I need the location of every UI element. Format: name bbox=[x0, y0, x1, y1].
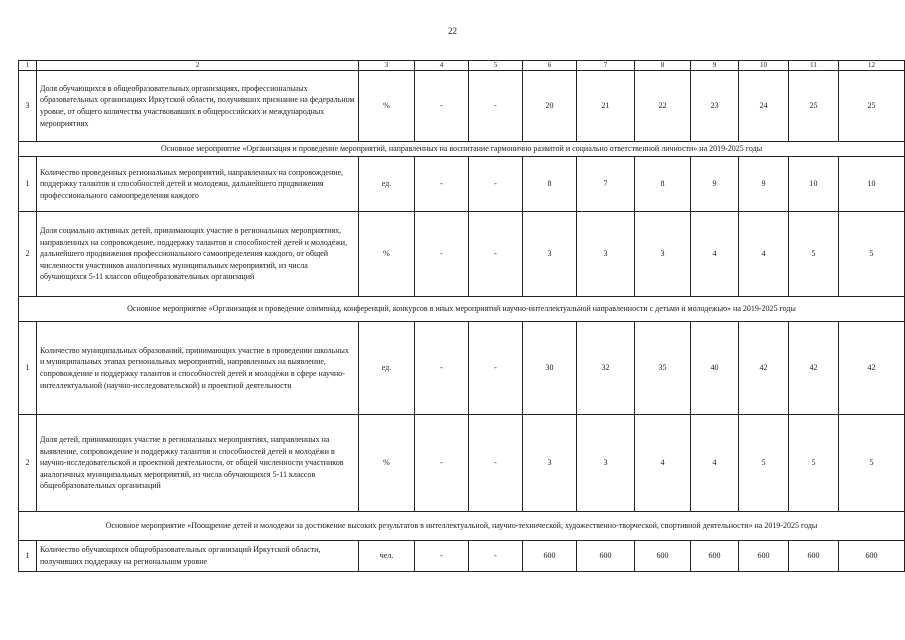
value-cell: 7 bbox=[577, 157, 635, 212]
value-cell: - bbox=[415, 212, 469, 297]
indicators-table bbox=[18, 60, 905, 572]
value-cell: 24 bbox=[739, 71, 789, 142]
header-cell: 4 bbox=[415, 61, 469, 71]
indicator-name: Доля обучающихся в общеобразовательных организациях, профессиональных образовательных организациях Иркутской области, получивших признание на федеральном уровне, от общего количества участвовавших в общероссийских и международных мероприятиях bbox=[37, 71, 359, 142]
row-number: 2 bbox=[19, 415, 37, 512]
value-cell: 20 bbox=[523, 71, 577, 142]
value-cell: 9 bbox=[691, 157, 739, 212]
indicator-name: Количество проведенных региональных мероприятий, направленных на сопровождение, поддержку талантов и способностей детей и молодежи, дальнейшего продвижения профессионального самоопределения каждого bbox=[37, 157, 359, 212]
header-cell: 10 bbox=[739, 61, 789, 71]
header-cell: 9 bbox=[691, 61, 739, 71]
value-cell: 3 bbox=[523, 415, 577, 512]
table-row bbox=[19, 322, 905, 415]
value-cell: - bbox=[415, 322, 469, 415]
indicator-name: Количество обучающихся общеобразовательных организаций Иркутской области, получивших поддержку на региональном уровне bbox=[37, 541, 359, 572]
header-cell: 2 bbox=[37, 61, 359, 71]
value-cell: 600 bbox=[739, 541, 789, 572]
value-cell: - bbox=[469, 541, 523, 572]
unit-cell: % bbox=[359, 212, 415, 297]
value-cell: 5 bbox=[739, 415, 789, 512]
header-cell: 7 bbox=[577, 61, 635, 71]
value-cell: 600 bbox=[691, 541, 739, 572]
header-cell: 1 bbox=[19, 61, 37, 71]
value-cell: 600 bbox=[635, 541, 691, 572]
value-cell: - bbox=[415, 157, 469, 212]
section-title: Основное мероприятие «Организация и проведение мероприятий, направленных на воспитание гармонично развитой и социально ответственной личности» на 2019-2025 годы bbox=[19, 142, 905, 157]
value-cell: 4 bbox=[691, 212, 739, 297]
value-cell: 8 bbox=[523, 157, 577, 212]
value-cell: 42 bbox=[789, 322, 839, 415]
header-row bbox=[19, 61, 905, 71]
row-number: 1 bbox=[19, 541, 37, 572]
value-cell: 22 bbox=[635, 71, 691, 142]
page-number: 22 bbox=[448, 26, 457, 36]
value-cell: 4 bbox=[635, 415, 691, 512]
value-cell: 5 bbox=[839, 212, 905, 297]
header-cell: 8 bbox=[635, 61, 691, 71]
table-row bbox=[19, 71, 905, 142]
value-cell: 40 bbox=[691, 322, 739, 415]
row-number: 3 bbox=[19, 71, 37, 142]
row-number: 1 bbox=[19, 322, 37, 415]
section-title: Основное мероприятие «Организация и проведение олимпиад, конференций, конкурсов в иных мероприятий научно-интеллектуальной направленности с детьми и молодежью» на 2019-2025 годы bbox=[19, 297, 905, 322]
value-cell: 21 bbox=[577, 71, 635, 142]
value-cell: 5 bbox=[839, 415, 905, 512]
value-cell: 10 bbox=[789, 157, 839, 212]
value-cell: - bbox=[469, 212, 523, 297]
value-cell: 10 bbox=[839, 157, 905, 212]
table-row bbox=[19, 415, 905, 512]
value-cell: 25 bbox=[839, 71, 905, 142]
section-row bbox=[19, 512, 905, 541]
section-title: Основное мероприятие «Поощрение детей и молодежи за достижение высоких результатов в интеллектуальной, научно-технической, художественно-творческой, спортивной деятельности» на 2019-2025 годы bbox=[19, 512, 905, 541]
value-cell: 5 bbox=[789, 415, 839, 512]
value-cell: - bbox=[469, 415, 523, 512]
value-cell: 600 bbox=[839, 541, 905, 572]
value-cell: - bbox=[415, 415, 469, 512]
value-cell: - bbox=[415, 541, 469, 572]
header-cell: 6 bbox=[523, 61, 577, 71]
indicator-name: Доля социально активных детей, принимающих участие в региональных мероприятиях, направленных на сопровождение, поддержку талантов и способностей детей и молодёжи, дальнейшего продвижения профессионального самоопределения каждого, от общей численности участников аналогичных муниципальных мероприятий, из числа обучающихся 5-11 классов общеобразовательных организаций bbox=[37, 212, 359, 297]
header-cell: 3 bbox=[359, 61, 415, 71]
indicator-name: Количество муниципальных образований, принимающих участие в проведении школьных и муниципальных этапах региональных мероприятий, направленных на выявление, сопровождение и поддержку талантов и способностей детей и молодёжи в сфере научно-интеллектуальной (научно-исследовательской) и проектной деятельности bbox=[37, 322, 359, 415]
value-cell: 600 bbox=[523, 541, 577, 572]
value-cell: - bbox=[469, 71, 523, 142]
value-cell: 23 bbox=[691, 71, 739, 142]
unit-cell: % bbox=[359, 71, 415, 142]
value-cell: 35 bbox=[635, 322, 691, 415]
header-cell: 12 bbox=[839, 61, 905, 71]
value-cell: 600 bbox=[789, 541, 839, 572]
value-cell: 3 bbox=[577, 415, 635, 512]
row-number: 1 bbox=[19, 157, 37, 212]
unit-cell: ед. bbox=[359, 157, 415, 212]
value-cell: 8 bbox=[635, 157, 691, 212]
unit-cell: чел. bbox=[359, 541, 415, 572]
header-cell: 5 bbox=[469, 61, 523, 71]
table-row bbox=[19, 157, 905, 212]
header-cell: 11 bbox=[789, 61, 839, 71]
unit-cell: ед. bbox=[359, 322, 415, 415]
value-cell: 4 bbox=[739, 212, 789, 297]
section-row bbox=[19, 297, 905, 322]
value-cell: 3 bbox=[635, 212, 691, 297]
unit-cell: % bbox=[359, 415, 415, 512]
value-cell: - bbox=[469, 157, 523, 212]
indicator-name: Доля детей, принимающих участие в региональных мероприятиях, направленных на выявление, сопровождение и поддержку талантов и способностей детей и молодёжи в научно-исследовательской и проектной деятельности, от общей численности участников аналогичных муниципальных мероприятий, из числа обучающихся 5-11 классов общеобразовательных организаций bbox=[37, 415, 359, 512]
value-cell: 600 bbox=[577, 541, 635, 572]
value-cell: 30 bbox=[523, 322, 577, 415]
value-cell: - bbox=[415, 71, 469, 142]
value-cell: 9 bbox=[739, 157, 789, 212]
value-cell: 42 bbox=[839, 322, 905, 415]
value-cell: - bbox=[469, 322, 523, 415]
row-number: 2 bbox=[19, 212, 37, 297]
value-cell: 4 bbox=[691, 415, 739, 512]
value-cell: 25 bbox=[789, 71, 839, 142]
value-cell: 3 bbox=[523, 212, 577, 297]
table-row bbox=[19, 212, 905, 297]
value-cell: 5 bbox=[789, 212, 839, 297]
value-cell: 32 bbox=[577, 322, 635, 415]
value-cell: 42 bbox=[739, 322, 789, 415]
value-cell: 3 bbox=[577, 212, 635, 297]
section-row bbox=[19, 142, 905, 157]
table-row bbox=[19, 541, 905, 572]
